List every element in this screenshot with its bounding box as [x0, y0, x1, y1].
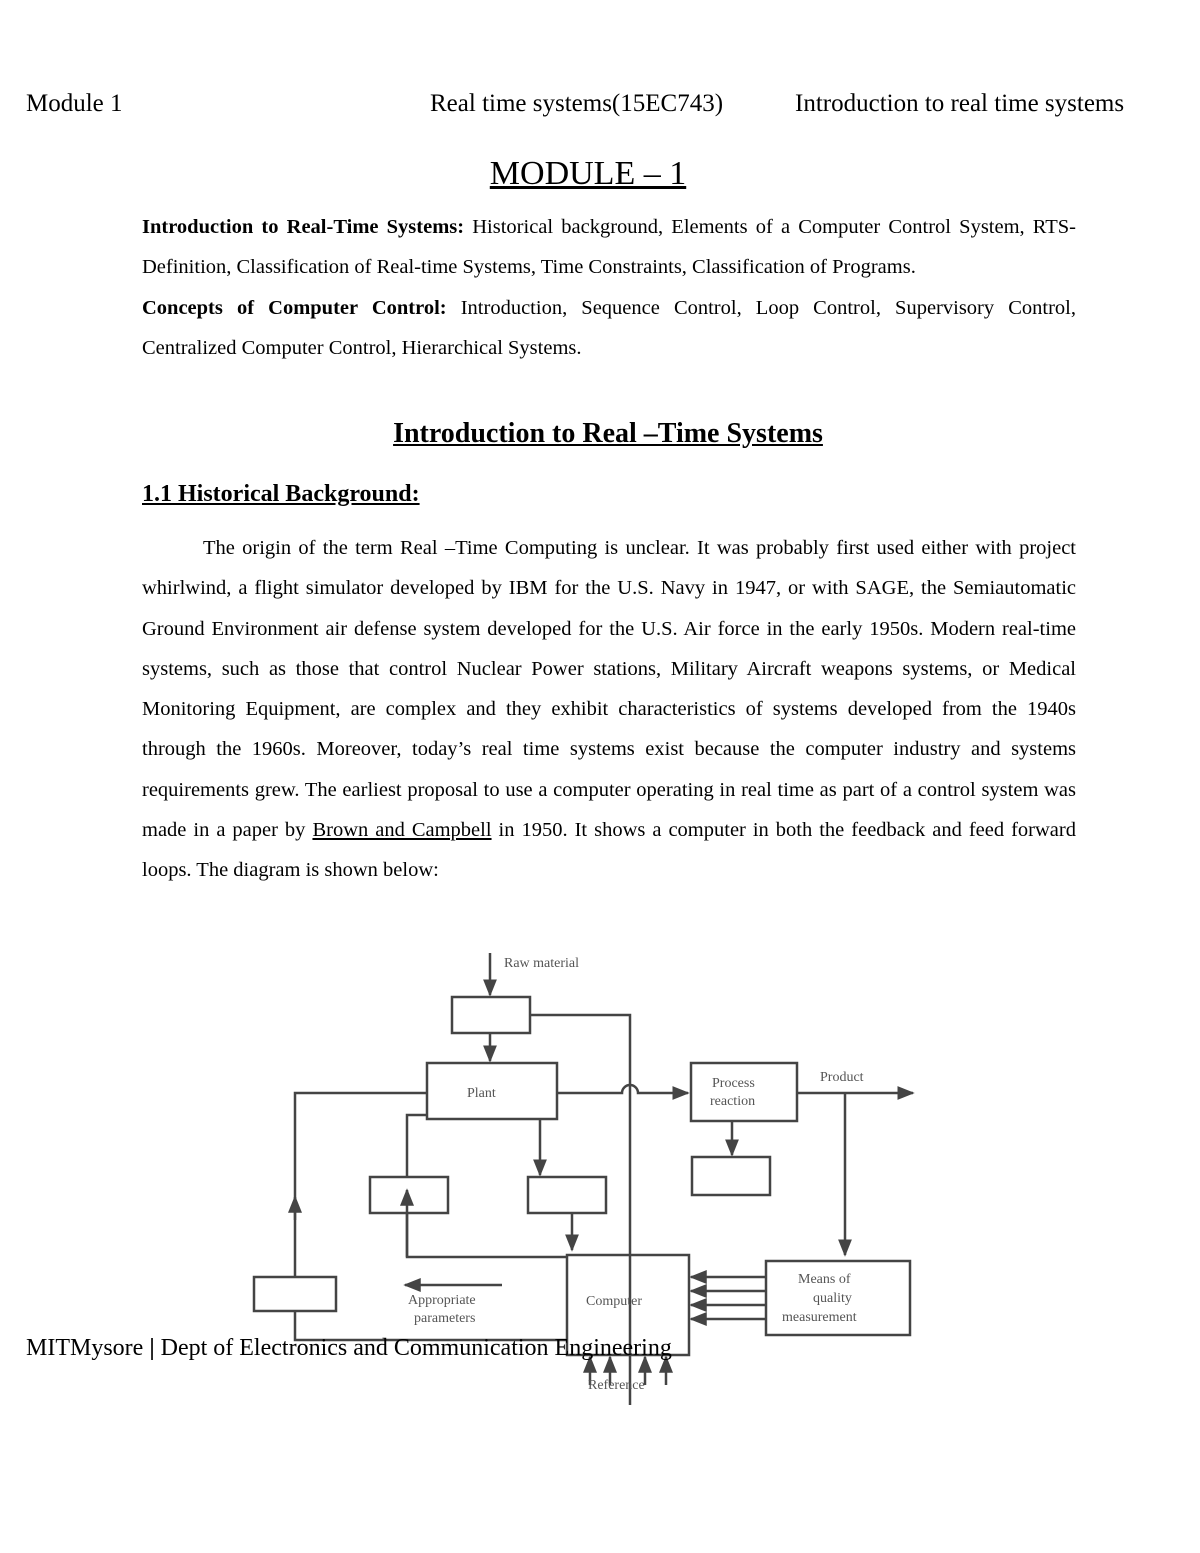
process-label: Process	[712, 1076, 755, 1091]
brown-campbell-reference: Brown and Campbell	[312, 819, 492, 842]
reaction-label: reaction	[710, 1094, 756, 1109]
page-footer	[26, 1332, 672, 1364]
summary-label-intro: Introduction to Real-Time Systems:	[142, 216, 465, 238]
computer-to-left-block-line	[407, 1213, 567, 1257]
summary-text-concepts: Introduction, Sequence Control, Loop Control, Supervisory Control, Centralized Computer Control, Hierarchical Systems.	[142, 296, 1076, 359]
left-feedback-to-plant	[407, 1115, 427, 1177]
far-left-block	[254, 1277, 336, 1311]
left-control-block	[370, 1177, 448, 1213]
measurement-label: measurement	[782, 1310, 857, 1325]
quality-label: quality	[813, 1291, 852, 1306]
process-reaction-box	[691, 1063, 797, 1121]
plant-measure-block	[528, 1177, 606, 1213]
module-title: MODULE – 1	[489, 155, 687, 192]
parameters-label: parameters	[414, 1311, 476, 1326]
header-course: Real time systems(15EC743)	[430, 90, 724, 117]
reaction-measure-block	[692, 1157, 770, 1195]
means-of-label: Means of	[798, 1272, 851, 1287]
reference-label: Reference	[588, 1378, 645, 1393]
module-summary	[142, 207, 1076, 368]
appropriate-label: Appropriate	[408, 1293, 476, 1308]
footer-separator: |	[149, 1335, 155, 1361]
summary-label-concepts: Concepts of Computer Control:	[142, 296, 447, 319]
summary-text-intro: Historical background, Elements of a Computer Control System, RTS- Definition, Classification of Real-time Systems, Time Constraints, Classification of Programs.	[142, 216, 1077, 279]
feed-block	[452, 997, 530, 1033]
paragraph-text-2: in 1950. It shows a computer in both the feedback and feed forward loops. The diagram is shown below:	[142, 819, 1076, 882]
header-module: Module 1	[26, 90, 123, 117]
section-heading: Introduction to Real –Time Systems	[393, 418, 823, 449]
header-topic: Introduction to real time systems	[795, 90, 1125, 117]
computer-label: Computer	[586, 1294, 642, 1309]
footer-dept: Dept of Electronics and Communication Engineering	[160, 1335, 672, 1361]
paragraph-text-1: The origin of the term Real –Time Computing is unclear. It was probably first used either with project whirlwind, a flight simulator developed by IBM for the U.S. Navy in 1947, or with SAGE, the Semiautomatic Ground Environment air defense system developed for the U.S. Air force in the early 1950s. Modern real-time systems, such as those that control Nuclear Power stations, Military Aircraft weapons systems, or Medical Monitoring Equipment, are complex and they exhibit characteristics of systems developed from the 1940s through the 1960s. Moreover, today’s real time systems exist because the computer industry and systems requirements grew. The earliest proposal to use a computer operating in real time as part of a control system was made in a paper by	[142, 537, 1076, 842]
plant-to-process-arrow	[557, 1085, 688, 1093]
product-label: Product	[820, 1070, 864, 1085]
footer-org: MITMysore	[26, 1335, 144, 1361]
raw-material-label: Raw material	[504, 956, 580, 971]
subsection-heading: 1.1 Historical Background:	[142, 481, 420, 507]
plant-label: Plant	[467, 1086, 496, 1101]
historical-paragraph	[142, 528, 1076, 891]
